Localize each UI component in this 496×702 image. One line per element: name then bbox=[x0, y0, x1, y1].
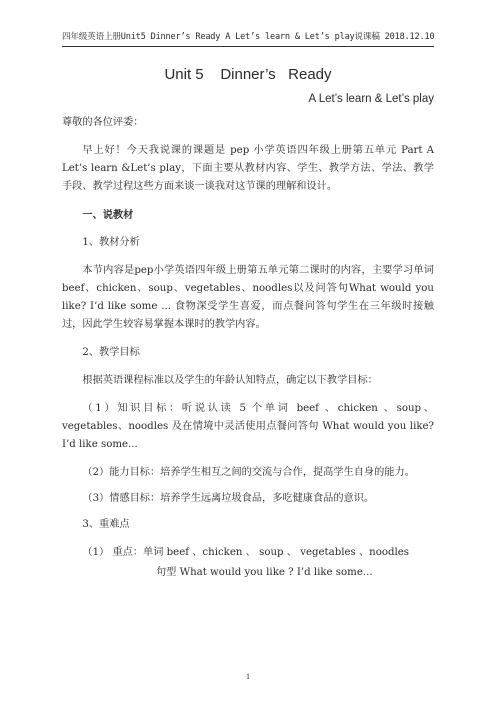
subheading-key-points: 3、重难点 bbox=[82, 519, 130, 530]
intro-paragraph: 早上好！今天我说课的课题是 pep 小学英语四年级上册第五单元 Part A Let’s learn &Let’s play，下面主要从教材内容、学生、教学方法、学法、教学手段、教学过程这些方面来谈一谈我对这节课的理解和设计。 bbox=[62, 145, 434, 192]
analysis-paragraph: 本节内容是pep小学英语四年级上册第五单元第二课时的内容，主要学习单词beef、chicken、soup、vegetables、noodles以及问答句What would you like? I’d like some ... 食物深受学生喜爱，而点餐问答句学生在三年级时接触过，因此学生较容易掌握本课时的教学内容。 bbox=[62, 265, 434, 330]
key-points-line: （1） 重点：单词 beef 、chicken 、 soup 、 vegetables 、noodles bbox=[82, 547, 410, 558]
title-part-unit: Unit 5 bbox=[164, 66, 204, 83]
document-subtitle: A Let’s learn & Let’s play bbox=[308, 93, 434, 105]
goal-ability: （2）能力目标：培养学生相互之间的交流与合作，提高学生自身的能力。 bbox=[82, 467, 415, 478]
document-body bbox=[62, 64, 434, 592]
greeting: 尊敬的各位评委： bbox=[62, 117, 144, 128]
header-rule bbox=[62, 46, 434, 47]
page-number: 1 bbox=[246, 672, 250, 681]
subheading-goals: 2、教学目标 bbox=[82, 347, 140, 358]
key-points-sentence: 句型 What would you like ? I’d like some... bbox=[156, 567, 373, 578]
section-heading-textbook: 一、说教材 bbox=[82, 209, 134, 221]
subheading-analysis: 1、教材分析 bbox=[82, 237, 140, 248]
goals-intro: 根据英语课程标准以及学生的年龄认知特点，确定以下教学目标： bbox=[82, 375, 378, 386]
document-title bbox=[62, 64, 434, 86]
goal-knowledge: （1）知识目标：听说认读 5 个单词 beef 、chicken 、soup、 vegetables、noodles 及在情境中灵活使用点餐问答句 What would you like? I’d like some... bbox=[62, 403, 434, 450]
page-header: 四年级英语上册Unit5 Dinner’s Ready A Let’s learn & Let’s play说课稿 2018.12.10 bbox=[62, 32, 434, 42]
title-part-dinners: Dinner’s bbox=[220, 66, 276, 83]
goal-emotion: （3）情感目标：培养学生远离垃圾食品，多吃健康食品的意识。 bbox=[82, 493, 375, 504]
title-part-ready: Ready bbox=[288, 66, 332, 83]
